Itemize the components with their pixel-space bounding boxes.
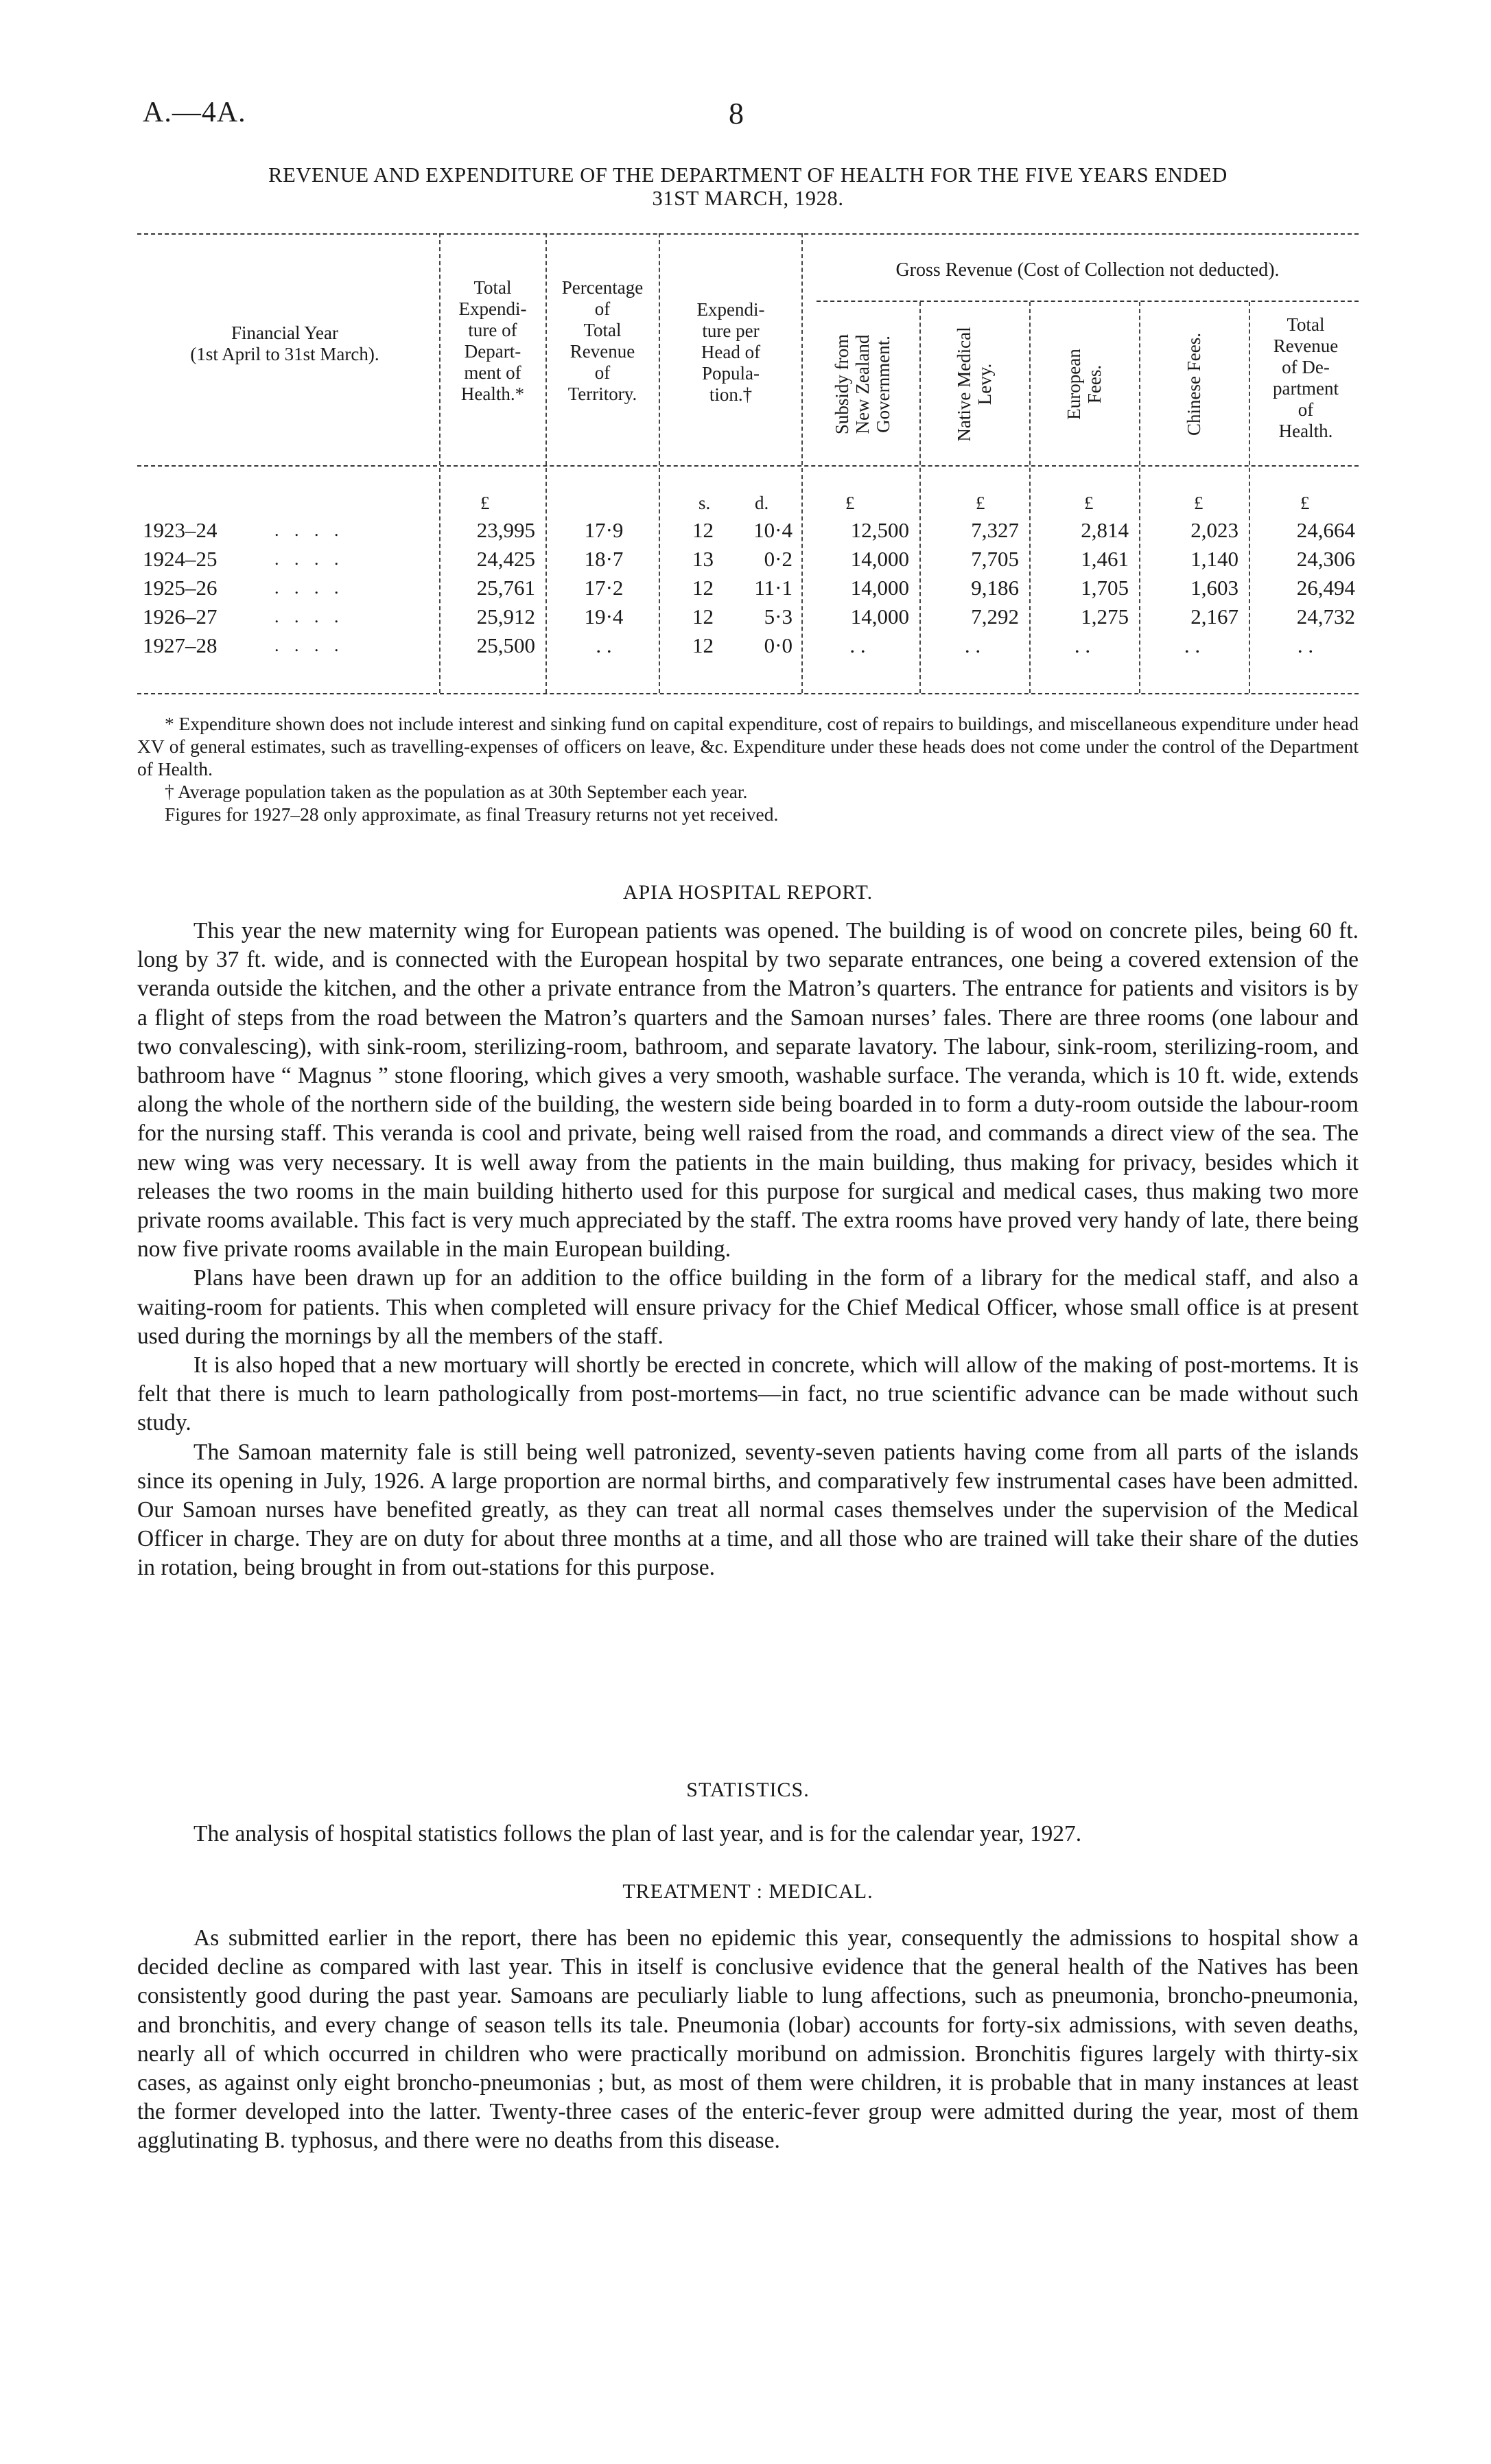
cell-shillings: 13 [692, 547, 714, 571]
cell-leader: . . . . [274, 635, 344, 655]
cell-european-fees: 1,275 [1081, 605, 1129, 629]
cell-year: 1925–26 [143, 576, 218, 600]
cell-subsidy: 12,500 [850, 518, 909, 542]
cell-chinese-fees: 2,023 [1190, 518, 1238, 542]
unit-pound: £ [1084, 493, 1094, 513]
unit-pound: £ [480, 493, 490, 513]
header-line: of [594, 298, 611, 319]
header-line: Expendi- [696, 299, 765, 320]
col-header-total-revenue [1254, 314, 1357, 442]
header-line: of [1298, 399, 1314, 420]
treatment-paragraph: As submitted earlier in the report, there has been no epidemic this year, consequently the admissions to hospital show a decided decline as compared with last year. This in itself is conclusive evidence that the general health of the Natives has been consistently good during the past year. Samoans are peculiarly liable to lung affections, such as pneumonia, broncho-pneumonia, and bronchitis, and every change of season tells its tale. Pneumonia (lobar) accounts for forty-six admissions, with seven deaths, nearly all of which occurred in children who were practically moribund on admission. Bronchitis figures largely with thirty-six cases, as against only eight broncho-pneumonias ; but, as most of them were children, it is probable that in many instances at least the former developed into the latter. Twenty-three cases of the enteric-fever group were admitted during the year, most of them agglutinating B. typhosus, and there were no deaths from this disease. [137, 1925, 1359, 2154]
apia-paragraph: The Samoan maternity fale is still being well patronized, seventy-seven patients having come from all parts of the islands since its opening in July, 1926. A large proportion are normal births, and comparatively few instrumental cases have been admitted. Our Samoan nurses have benefited greatly, as they can treat all normal cases themselves under the supervision of the Medical Officer in charge. They are on duty for about three months at a time, and all those who are trained will take their share of the duties in rotation, being brought in from out-stations for this purpose. [137, 1439, 1359, 1581]
cell-pence: 10·4 [753, 518, 793, 542]
col-header-gross-revenue: Gross Revenue (Cost of Collection not deducted). [895, 259, 1280, 281]
cell-year: 1923–24 [143, 518, 218, 542]
apia-paragraph: This year the new maternity wing for European patients was opened. The building is of wood on concrete piles, being 60 ft. long by 37 ft. wide, and is connected with the European hospital by two separate entrances, one being a covered extension of the veranda outside the kitchen, and the other a private entrance from the Matron’s quarters. The entrance for patients and visitors is by a flight of steps from the road between the Matron’s quarters and the Samoan nurses’ fales. There are three rooms (one labour and two convalescing), with sink-room, sterilizing-room, bathroom, and separate lavatory. The labour, sink-room, sterilizing-room, and bathroom have “ Magnus ” stone flooring, which gives a very smooth, washable surface. The veranda, which is 10 ft. wide, extends along the whole of the northern side of the building, the western side being boarded in to form a duty-room outside the labour-room for the nursing staff. This veranda is cool and private, being well raised from the road, and commands a direct view of the sea. The new wing was very necessary. It is well away from the patients in the main building, thus making for privacy, besides which it releases the two rooms in the main building hitherto used for this purpose for surgical and medical cases, thus making two more private rooms available. This fact is very much appreciated by the staff. The extra rooms have proved very handy of late, there being now five private rooms available in the main European building. [137, 918, 1359, 1263]
cell-leader: . . . . [274, 549, 344, 569]
cell-native-levy: 7,327 [971, 518, 1019, 542]
cell-native-levy: 7,292 [971, 605, 1019, 629]
cell-shillings: 12 [692, 605, 714, 629]
revenue-expenditure-table [137, 233, 1359, 700]
table-title-line2: 31ST MARCH, 1928. [652, 187, 844, 210]
cell-native-levy: . . [964, 633, 981, 657]
cell-year: 1927–28 [143, 633, 218, 657]
header-line: Percentage [561, 277, 644, 298]
header-line: European [1064, 349, 1084, 420]
gross-revenue-rule [817, 301, 1359, 302]
header-line: of [594, 362, 611, 383]
header-line: Head of [701, 342, 761, 362]
unit-pound: £ [976, 493, 985, 513]
cell-percentage: . . [596, 633, 612, 657]
cell-subsidy: 14,000 [850, 605, 909, 629]
cell-percentage: 18·7 [584, 547, 624, 571]
header-line: Revenue [1273, 336, 1339, 356]
cell-shillings: 12 [692, 576, 714, 600]
header-line: Revenue [570, 341, 635, 362]
apia-paragraph: It is also hoped that a new mortuary will shortly be erected in concrete, which will allow of the making of post-mortems. It is felt that there is much to learn pathologically from post-mortems—in fact, no true scientific advance can be made without such study. [137, 1352, 1359, 1436]
table-header-rule [137, 465, 1359, 467]
treatment-body [137, 1924, 1359, 2156]
header-line: Subsidy from [832, 333, 852, 435]
cell-european-fees: . . [1074, 633, 1091, 657]
cell-expenditure: 23,995 [476, 518, 535, 542]
col-header-chinese-fees [1184, 309, 1204, 460]
header-line: ture of [468, 320, 517, 340]
table-row [137, 574, 1359, 602]
col-header-european-fees [1064, 309, 1105, 460]
cell-native-levy: 9,186 [971, 576, 1019, 600]
apia-heading: APIA HOSPITAL REPORT. [622, 881, 873, 904]
footnote-expenditure: * Expenditure shown does not include interest and sinking fund on capital expenditure, cost of repairs to buildings, and miscellaneous expenditure under head XV of general estimates, such as travelling-expenses of officers on leave, &c. Expenditure under these heads does not come under the control of the Department of Health. [137, 713, 1359, 779]
header-line: Total [1287, 314, 1325, 335]
table-title-line1: REVENUE AND EXPENDITURE OF THE DEPARTMENT OF HEALTH FOR THE FIVE YEARS ENDED [268, 163, 1228, 187]
treatment-heading: TREATMENT : MEDICAL. [622, 1880, 873, 1903]
cell-shillings: 12 [692, 633, 714, 657]
header-line: Total [583, 320, 622, 340]
page-id: A.—4A. [143, 97, 246, 128]
table-row [137, 631, 1359, 660]
cell-pence: 0·2 [764, 547, 793, 571]
header-line: Total [473, 277, 512, 298]
header-line: of De- [1282, 357, 1330, 377]
cell-subsidy: 14,000 [850, 576, 909, 600]
table-row [137, 602, 1359, 631]
unit-pound: £ [845, 493, 855, 513]
cell-chinese-fees: 2,167 [1190, 605, 1238, 629]
header-line: ment of [464, 362, 521, 383]
cell-native-levy: 7,705 [971, 547, 1019, 571]
cell-year: 1924–25 [143, 547, 218, 571]
header-line: Health.* [460, 384, 525, 404]
cell-leader: . . . . [274, 578, 344, 598]
footnote-figures: Figures for 1927–28 only approximate, as final Treasury returns not yet received. [165, 803, 779, 825]
apia-report-body [137, 917, 1359, 1583]
statistics-heading: STATISTICS. [686, 1779, 810, 1801]
col-header-native-levy [954, 309, 995, 460]
cell-total-revenue: 26,494 [1296, 576, 1355, 600]
table-bottom-rule [137, 693, 1359, 694]
header-line: Government. [873, 336, 893, 433]
header-line: partment [1273, 378, 1339, 399]
header-line: Expendi- [458, 298, 527, 319]
cell-percentage: 17·2 [584, 576, 624, 600]
cell-leader: . . . . [274, 520, 344, 540]
header-line: Financial Year [231, 322, 338, 343]
header-line: Territory. [567, 384, 637, 404]
unit-pence: d. [755, 493, 769, 513]
page-number: 8 [729, 97, 744, 130]
table-top-rule [137, 233, 1359, 235]
statistics-body [137, 1820, 1359, 1849]
cell-chinese-fees: 1,140 [1190, 547, 1238, 571]
col-header-subsidy [832, 309, 893, 460]
cell-pence: 0·0 [764, 633, 793, 657]
header-line: Depart- [464, 341, 521, 362]
header-line: Levy. [974, 363, 995, 406]
header-line: New Zealand [852, 334, 873, 434]
cell-european-fees: 2,814 [1081, 518, 1129, 542]
cell-expenditure: 25,500 [476, 633, 535, 657]
header-line: Health. [1278, 421, 1333, 441]
cell-total-revenue: 24,306 [1296, 547, 1355, 571]
cell-subsidy: 14,000 [850, 547, 909, 571]
cell-chinese-fees: . . [1184, 633, 1201, 657]
cell-pence: 5·3 [764, 605, 793, 629]
table-title [137, 163, 1359, 210]
header-line: Fees. [1084, 364, 1105, 404]
cell-leader: . . . . [274, 607, 344, 626]
header-line: Native Medical [954, 327, 974, 442]
footnote-population: † Average population taken as the population as at 30th September each year. [165, 781, 748, 802]
header-line: Chinese Fees. [1184, 333, 1204, 436]
cell-chinese-fees: 1,603 [1190, 576, 1238, 600]
col-header-per-head [666, 299, 796, 406]
cell-european-fees: 1,461 [1081, 547, 1129, 571]
cell-european-fees: 1,705 [1081, 576, 1129, 600]
col-header-percentage [548, 277, 657, 405]
cell-year: 1926–27 [143, 605, 218, 629]
apia-paragraph: Plans have been drawn up for an addition to the office building in the form of a library for the medical staff, and also a waiting-room for patients. This when completed will ensure privacy for the Chief Medical Officer, whose small office is at present used during the mornings by all the members of the staff. [137, 1265, 1359, 1349]
cell-percentage: 19·4 [584, 605, 624, 629]
header-line: ture per [702, 320, 760, 341]
header-line: Popula- [702, 363, 760, 384]
unit-shillings: s. [698, 493, 711, 513]
header-line: tion.† [709, 384, 753, 405]
col-header-total-expenditure [445, 277, 541, 405]
cell-subsidy: . . [849, 633, 866, 657]
cell-shillings: 12 [692, 518, 714, 542]
col-header-financial-year [137, 322, 432, 365]
cell-expenditure: 25,761 [476, 576, 535, 600]
statistics-paragraph: The analysis of hospital statistics follows the plan of last year, and is for the calendar year, 1927. [193, 1821, 1082, 1846]
cell-percentage: 17·9 [584, 518, 624, 542]
cell-total-revenue: 24,664 [1296, 518, 1355, 542]
unit-pound: £ [1194, 493, 1204, 513]
table-row [137, 545, 1359, 574]
cell-expenditure: 24,425 [476, 547, 535, 571]
table-row [137, 516, 1359, 545]
cell-total-revenue: 24,732 [1296, 605, 1355, 629]
header-line: (1st April to 31st March). [190, 344, 379, 364]
unit-pound: £ [1300, 493, 1310, 513]
cell-total-revenue: . . [1297, 633, 1314, 657]
cell-pence: 11·1 [754, 576, 793, 600]
table-footnotes [137, 712, 1359, 825]
cell-expenditure: 25,912 [476, 605, 535, 629]
